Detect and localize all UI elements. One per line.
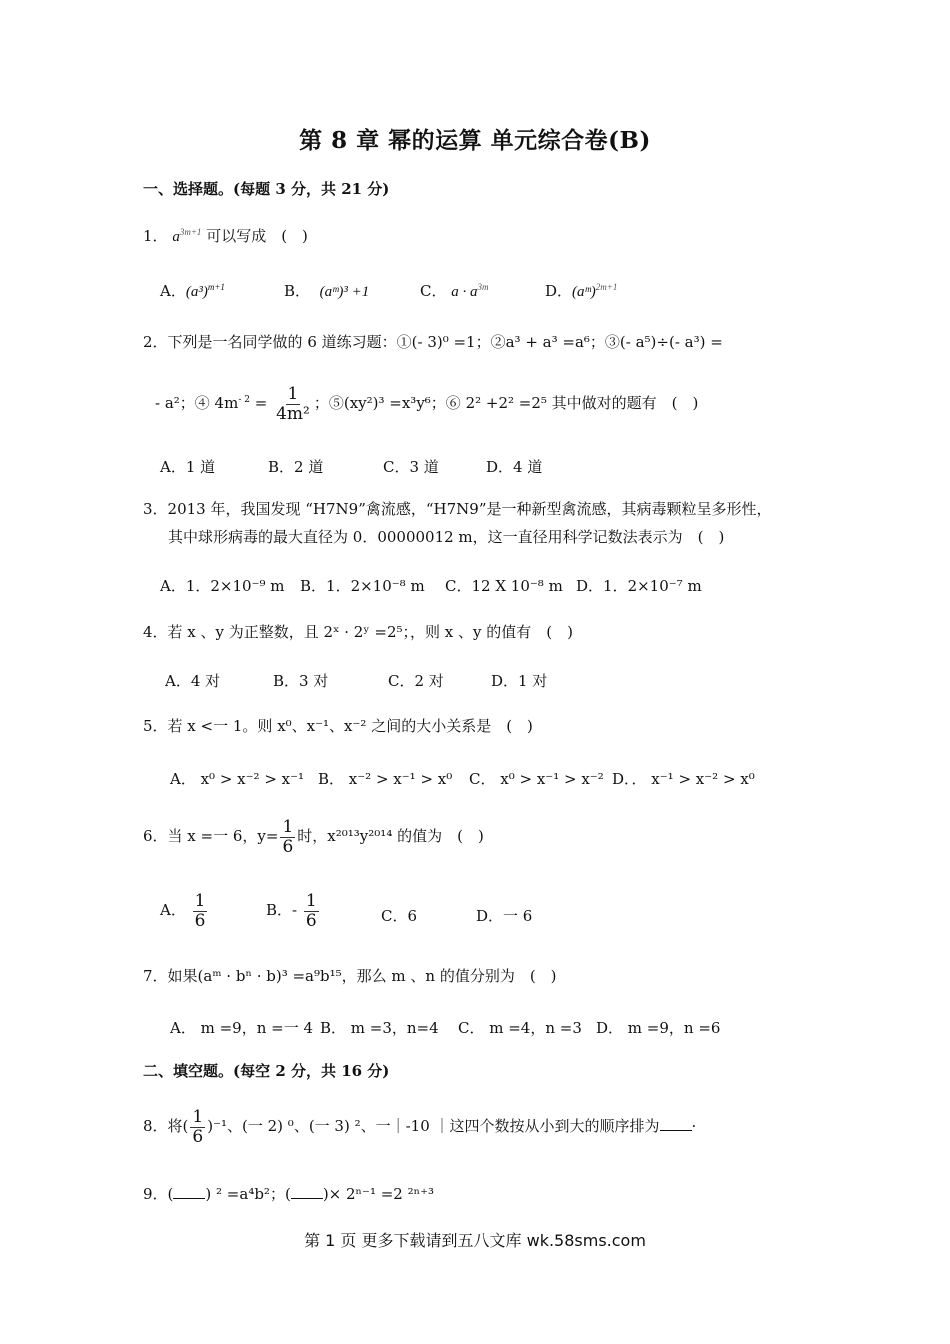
q9-answer-blank-2[interactable]: [291, 1186, 323, 1199]
q1-number: 1．: [143, 227, 168, 245]
question-7: 7．如果(aᵐ · bⁿ · b)³ =a⁹b¹⁵，那么 m 、n 的值分别为 ( ): [143, 967, 557, 985]
q1-option-c: C． $a \cdot a^{3m}$: [420, 282, 489, 300]
question-3-line-2: 其中球形病毒的最大直径为 0．00000012 m，这一直径用科学记数法表示为 ( ): [168, 528, 725, 546]
q2-option-d: D．4 道: [486, 458, 543, 476]
q5-option-d: D．． x⁻¹ > x⁻² > x⁰: [612, 770, 755, 788]
q8-fraction: $\frac{1}{6}$: [192, 1107, 204, 1147]
q6-fraction: $\frac{1}{6}$: [282, 817, 294, 857]
page-title: 第 8 章 幂的运算 单元综合卷(B): [299, 127, 651, 154]
q1-base: a: [172, 229, 180, 245]
q7-option-d: D． m =9，n =6: [596, 1019, 721, 1037]
question-9: 9．( ) ² =a⁴b²；( )× 2ⁿ⁻¹ =2 ²ⁿ⁺³: [143, 1185, 435, 1203]
q1-option-d: D．(aᵐ)$^{2m+1}$: [545, 282, 618, 300]
q6-option-b: B．- $\frac{1}{6}$: [266, 891, 317, 931]
q2-option-c: C．3 道: [383, 458, 439, 476]
question-3-line-1: 3．2013 年，我国发现 “H7N9”禽流感，“H7N9”是一种新型禽流感，其病毒颗粒呈多形性，: [143, 500, 772, 518]
q9-answer-blank-1[interactable]: [173, 1186, 205, 1199]
q7-option-c: C． m =4，n =3: [458, 1019, 582, 1037]
q3-option-c: C．12 X 10⁻⁸ m: [445, 577, 563, 595]
q3-option-b: B．1．2×10⁻⁸ m: [300, 577, 425, 595]
question-2-line-1: 2．下列是一名同学做的 6 道练习题：①(- 3)⁰ =1；②a³ + a³ =a⁶；③(- a⁵)÷(- a³) =: [143, 333, 723, 351]
q1-option-a: A．$(a^3)^{m+1}$: [160, 282, 225, 300]
question-1: [143, 227, 308, 246]
q6-option-d: D．一 6: [476, 907, 533, 925]
q4-option-c: C．2 对: [388, 672, 444, 690]
q6-option-c: C．6: [381, 907, 418, 925]
q1-exponent: 3m+1: [179, 227, 202, 237]
question-6: 6．当 x =一 6，y= $\frac{1}{6}$ 时，x²⁰¹³y²⁰¹⁴ 的值为 ( ): [143, 817, 484, 857]
q1-option-b: B． (aᵐ)³ +1: [284, 282, 370, 300]
q5-option-c: C． x⁰ > x⁻¹ > x⁻²: [469, 770, 604, 788]
section-heading-choice: 一、选择题。(每题 3 分，共 21 分): [143, 180, 390, 198]
q4-option-b: B．3 对: [273, 672, 329, 690]
q1-text: 可以写成 ( ): [206, 227, 308, 245]
q3-option-d: D．1．2×10⁻⁷ m: [576, 577, 702, 595]
q7-option-b: B． m =3，n=4: [320, 1019, 439, 1037]
q7-option-a: A． m =9，n =一 4: [170, 1019, 314, 1037]
question-4: 4．若 x 、y 为正整数，且 2ˣ · 2ʸ =2⁵；，则 x 、y 的值有 ( ): [143, 623, 573, 641]
q3-option-a: A．1．2×10⁻⁹ m: [160, 577, 285, 595]
q4-option-d: D．1 对: [491, 672, 548, 690]
q4-option-a: A．4 对: [165, 672, 221, 690]
q5-option-a: A． x⁰ > x⁻² > x⁻¹: [170, 770, 305, 788]
q2-option-b: B．2 道: [268, 458, 324, 476]
q6-option-a: A． $\frac{1}{6}$: [160, 891, 206, 931]
question-5: 5．若 x <一 1。则 x⁰、x⁻¹、x⁻² 之间的大小关系是 ( ): [143, 717, 533, 735]
q2-option-a: A．1 道: [160, 458, 216, 476]
page-footer: 第 1 页 更多下载请到五八文库 wk.58sms.com: [304, 1231, 646, 1250]
q5-option-b: B． x⁻² > x⁻¹ > x⁰: [318, 770, 453, 788]
q8-answer-blank[interactable]: [660, 1118, 692, 1131]
section-heading-fill: 二、填空题。(每空 2 分，共 16 分): [143, 1062, 390, 1080]
q2-fraction: $\frac{1}{\text{4m²}}$: [276, 384, 310, 424]
question-8: 8．将( $\frac{1}{6}$ )⁻¹、(一 2) ⁰、(一 3) ²、一｜-10 ｜这四个数按从小到大的顺序排为 ·: [143, 1107, 697, 1147]
question-2-line-2: - a²；④ $4m^{- 2}$ = $\frac{1}{\text{4m²}}$ ；⑤(xy²)³ =x³y⁶；⑥ 2² +2² =2⁵ 其中做对的题有 ( ): [155, 384, 699, 424]
